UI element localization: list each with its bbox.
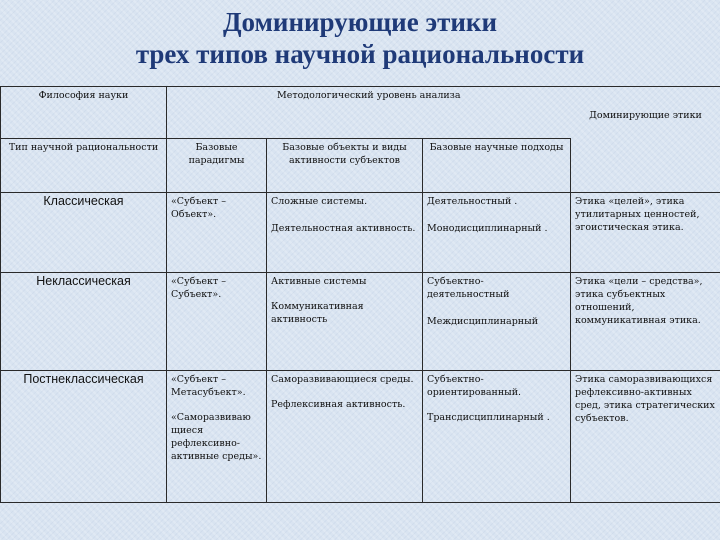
approach-text: Междисциплинарный (427, 316, 539, 327)
objects-text: Сложные системы. (271, 196, 368, 207)
objects-text: Саморазвивающиеся среды. (271, 374, 414, 385)
header-objects: Базовые объекты и виды активности субъектов (267, 139, 423, 193)
approach-text: Монодисциплинарный . (427, 223, 548, 234)
approach-text: Субъектно-ориентированный. (427, 374, 522, 398)
table-row (1, 273, 720, 371)
row-objects (267, 273, 423, 371)
objects-text: Деятельностная активность. (271, 223, 416, 234)
approach-text: Трансдисциплинарный . (427, 412, 550, 423)
header-row-1 (1, 87, 720, 139)
header-ethics: Доминирующие этики (571, 87, 720, 193)
row-approaches (423, 273, 571, 371)
paradigm-text: «Субъект – Субъект». (171, 276, 227, 300)
objects-text: Рефлексивная активность. (271, 399, 406, 410)
table-row (1, 371, 720, 503)
header-type: Тип научной рациональности (1, 139, 167, 193)
header-philosophy: Философия науки (1, 87, 167, 139)
header-approaches: Базовые научные подходы (423, 139, 571, 193)
row-type: Неклассическая (1, 273, 167, 371)
title-line-2: трех типов научной рациональности (135, 39, 585, 69)
slide-title (0, 6, 720, 70)
paradigm-text: «Саморазвиваю щиеся рефлексивно-активные среды». (171, 412, 262, 462)
objects-text: Активные системы (271, 276, 367, 287)
paradigm-text: «Субъект – Метасубъект». (171, 374, 246, 398)
title-line-1: Доминирующие этики (222, 7, 498, 37)
header-paradigms: Базовые парадигмы (167, 139, 267, 193)
row-ethics: Этика «целей», этика утилитарных ценностей, эгоистическая этика. (571, 193, 720, 273)
objects-text: Коммуникативная активность (271, 301, 364, 325)
paradigm-text: «Субъект – Объект». (171, 196, 227, 220)
row-approaches (423, 193, 571, 273)
rationality-table (0, 86, 720, 503)
row-approaches (423, 371, 571, 503)
row-ethics: Этика саморазвивающихся рефлексивно-активных сред, этика стратегических субъектов. (571, 371, 720, 503)
row-paradigm (167, 193, 267, 273)
row-type: Классическая (1, 193, 167, 273)
row-objects (267, 371, 423, 503)
approach-text: Деятельностный . (427, 196, 518, 207)
row-paradigm (167, 273, 267, 371)
table-row (1, 193, 720, 273)
row-type: Постнеклассическая (1, 371, 167, 503)
approach-text: Субъектно-деятельностный (427, 276, 510, 300)
header-methodology: Методологический уровень анализа (167, 87, 571, 139)
row-ethics: Этика «цели – средства», этика субъектных отношений, коммуникативная этика. (571, 273, 720, 371)
row-objects (267, 193, 423, 273)
row-paradigm (167, 371, 267, 503)
